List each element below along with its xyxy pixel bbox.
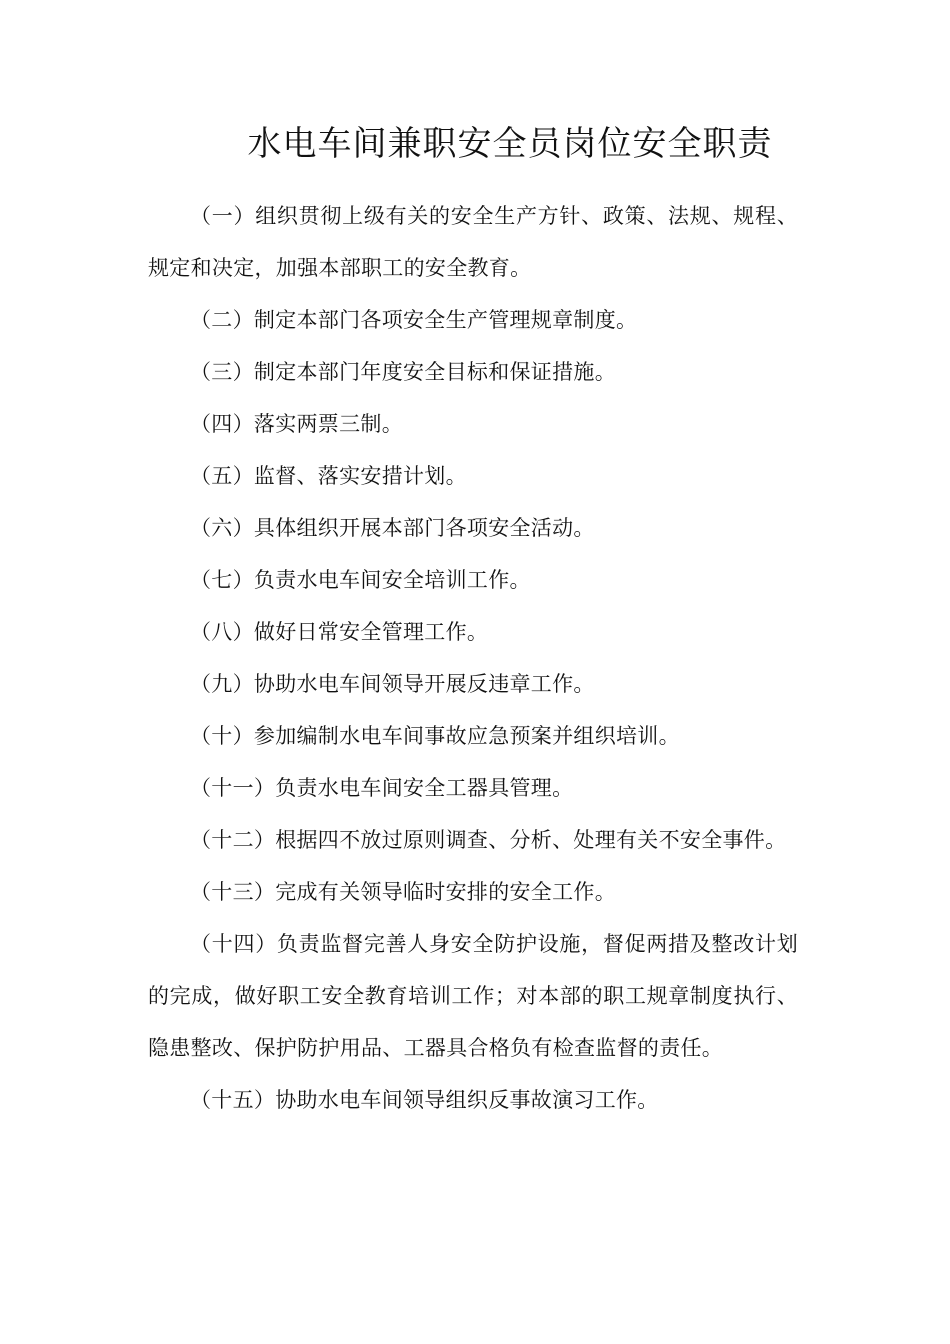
paragraph-11: （十一）负责水电车间安全工器具管理。 xyxy=(190,776,574,800)
paragraph-6: （六）具体组织开展本部门各项安全活动。 xyxy=(190,516,595,540)
paragraph-8: （八）做好日常安全管理工作。 xyxy=(190,620,489,644)
paragraph-2: （二）制定本部门各项安全生产管理规章制度。 xyxy=(190,308,638,332)
paragraph-3: （三）制定本部门年度安全目标和保证措施。 xyxy=(190,360,616,384)
paragraph-7: （七）负责水电车间安全培训工作。 xyxy=(190,568,531,592)
paragraph-15: （十五）协助水电车间领导组织反事故演习工作。 xyxy=(190,1088,659,1112)
paragraph-13: （十三）完成有关领导临时安排的安全工作。 xyxy=(190,880,616,904)
paragraph-1: （一）组织贯彻上级有关的安全生产方针、政策、法规、规程、规定和决定，加强本部职工的安全教育。 xyxy=(148,204,798,280)
paragraph-12: （十二）根据四不放过原则调查、分析、处理有关不安全事件。 xyxy=(190,828,787,852)
document-body xyxy=(148,190,798,1126)
paragraph-10: （十）参加编制水电车间事故应急预案并组织培训。 xyxy=(190,724,680,748)
document-title: 水电车间兼职安全员岗位安全职责 xyxy=(247,124,773,164)
paragraph-9: （九）协助水电车间领导开展反违章工作。 xyxy=(190,672,595,696)
paragraph-5: （五）监督、落实安措计划。 xyxy=(190,464,467,488)
paragraph-4: （四）落实两票三制。 xyxy=(190,412,403,436)
paragraph-14: （十四）负责监督完善人身安全防护设施，督促两措及整改计划的完成，做好职工安全教育培训工作；对本部的职工规章制度执行、隐患整改、保护防护用品、工器具合格负有检查监督的责任。 xyxy=(148,932,798,1060)
